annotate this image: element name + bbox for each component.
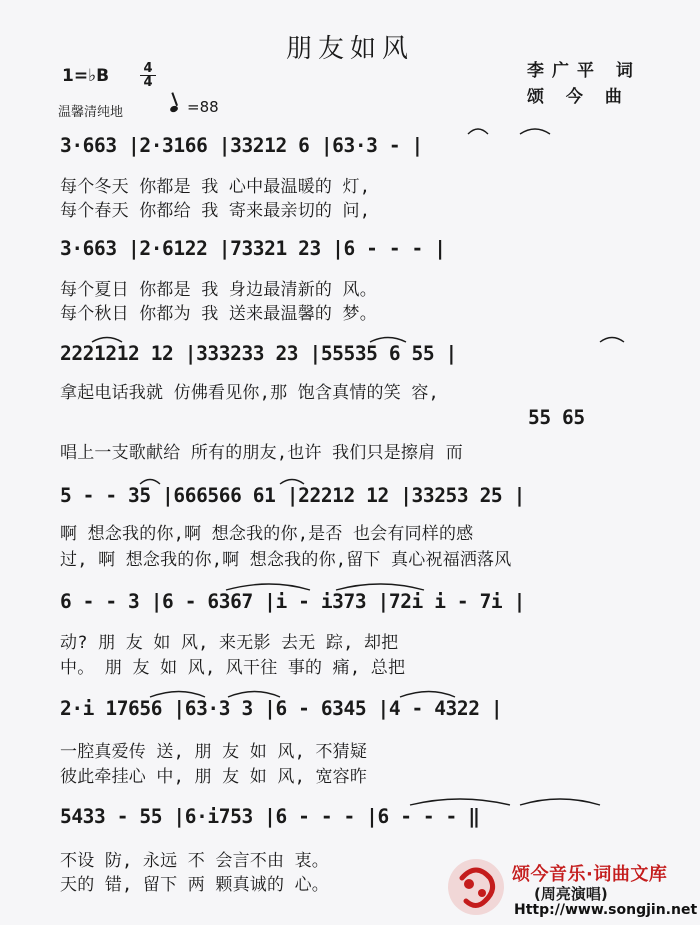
performer-credit: (周亮演唱) <box>534 885 608 903</box>
lyric-line-1-verse-1: 每个冬天 你都是 我 心中最温暖的 灯, <box>60 177 371 197</box>
notation-line-2: 3·663 |2·6122 |73321 23 |6 - - - | <box>60 237 446 260</box>
slur-mark <box>410 799 510 805</box>
notation-line-4: 5 - - 35 |666566 61 |22212 12 |33253 25 | <box>60 484 525 507</box>
lyric-line-7-verse-2: 天的 错, 留下 两 颗真诚的 心。 <box>60 875 330 895</box>
slur-mark <box>600 338 624 343</box>
lyric-line-7-verse-1: 不设 防, 永远 不 会言不由 衷。 <box>60 851 330 871</box>
slur-mark <box>92 338 122 343</box>
slur-mark <box>140 480 160 485</box>
lyricist-credit: 李广平 词 <box>527 61 641 81</box>
time-numerator: 4 <box>143 61 153 76</box>
lyric-line-5-verse-2: 中。 朋 友 如 风, 风干往 事的 痛, 总把 <box>60 658 406 678</box>
slur-mark <box>228 692 280 698</box>
notation-line-1: 3·663 |2·3166 |33212 6 |63·3 - | <box>60 134 423 157</box>
slur-mark <box>468 129 488 134</box>
slur-mark <box>520 799 600 805</box>
lyric-line-1-verse-2: 每个春天 你都给 我 寄来最亲切的 问, <box>60 201 371 221</box>
slur-mark <box>280 480 304 485</box>
lyric-line-6-verse-1: 一腔真爱传 送, 朋 友 如 风, 不猜疑 <box>60 742 368 762</box>
slur-mark <box>370 338 406 343</box>
notation-line-3-alt: 55 65 <box>528 406 585 429</box>
tempo-value: =88 <box>187 98 219 116</box>
key-signature: 1=♭B <box>62 66 110 86</box>
lyric-line-3-verse-2: 唱上一支歌献给 所有的朋友,也许 我们只是擦肩 而 <box>60 443 463 463</box>
lyric-line-6-verse-2: 彼此牵挂心 中, 朋 友 如 风, 宽容昨 <box>60 767 368 787</box>
time-denominator: 4 <box>143 75 153 90</box>
slur-mark <box>400 692 455 698</box>
composer-credit: 颂 今 曲 <box>527 87 630 107</box>
lyric-line-2-verse-1: 每个夏日 你都是 我 身边最清新的 风。 <box>60 280 377 300</box>
slur-mark <box>520 129 550 134</box>
lyric-line-4-verse-1: 啊 想念我的你,啊 想念我的你,是否 也会有同样的感 <box>60 524 474 544</box>
watermark-site-name: 颂今音乐·词曲文库 <box>512 864 668 885</box>
slur-mark <box>226 584 310 590</box>
lyric-line-5-verse-1: 动? 朋 友 如 风, 来无影 去无 踪, 却把 <box>60 633 399 653</box>
lyric-line-3-verse-1: 拿起电话我就 仿佛看见你,那 饱含真情的笑 容, <box>60 383 439 403</box>
notation-line-6: 2·i 17656 |63·3 3 |6 - 6345 |4 - 4322 | <box>60 697 503 720</box>
lyric-line-2-verse-2: 每个秋日 你都为 我 送来最温馨的 梦。 <box>60 304 377 324</box>
song-title: 朋友如风 <box>285 34 414 64</box>
slur-mark <box>336 584 424 590</box>
watermark-url[interactable]: Http://www.songjin.net <box>514 902 698 918</box>
notation-line-7: 5433 - 55 |6·i753 |6 - - - |6 - - - ‖ <box>60 805 480 828</box>
slur-mark <box>150 692 205 698</box>
lyric-line-4-verse-2: 过, 啊 想念我的你,啊 想念我的你,留下 真心祝福洒落风 <box>60 550 512 570</box>
notation-line-5: 6 - - 3 |6 - 6367 |i - i373 |72i i - 7i | <box>60 590 525 613</box>
songjin-logo-icon <box>445 856 507 918</box>
notation-line-3: 2221212 12 |333233 23 |55535 6 55 | <box>60 342 457 365</box>
expression-marking: 温馨清纯地 <box>58 105 124 120</box>
